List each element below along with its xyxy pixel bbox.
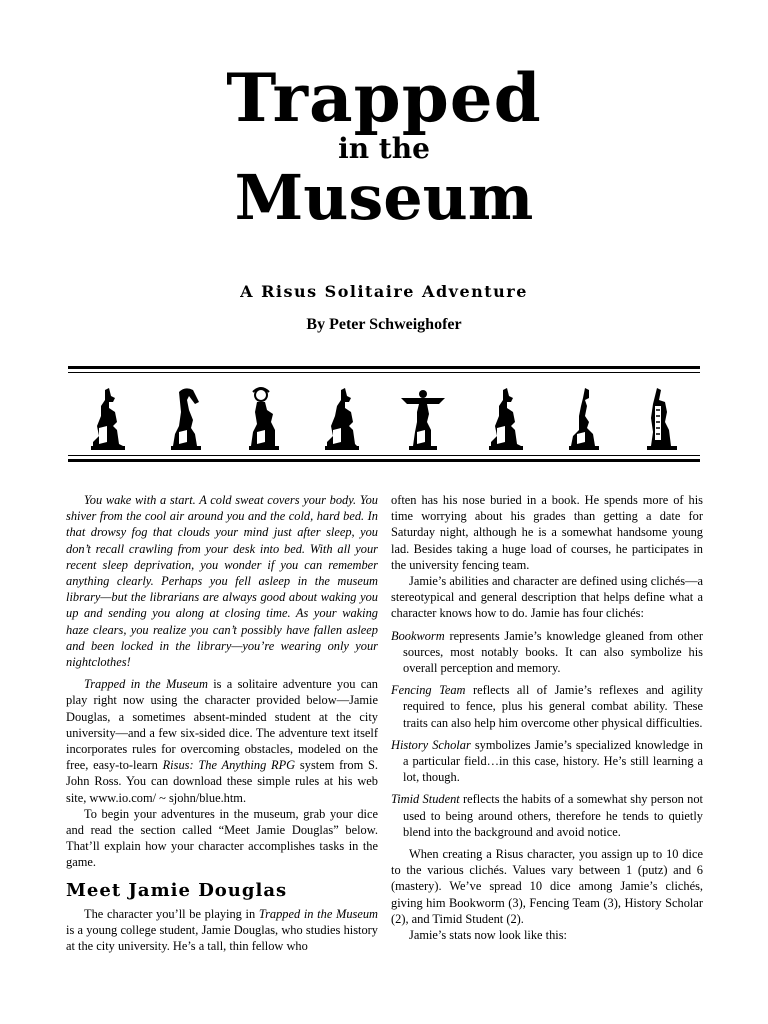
cliche-text: reflects the habits of a somewhat shy person not used to being around others, therefore he tends to quietly blend into the background and avoid notice. — [403, 792, 703, 839]
cliche-item — [391, 682, 703, 731]
title-block — [0, 59, 768, 234]
anubis-figure-icon — [87, 386, 127, 450]
left-column — [66, 492, 378, 954]
dice-paragraph: When creating a Risus character, you assign up to 10 dice to the various clichés. Values vary between 1 (putz) and 6 (mastery). We’ve spread 10 dice among Jamie’s clichés, giving him Bookworm (3), Fencing Team (3), History Scholar (2), and Timid Student (2). — [391, 847, 703, 926]
character-text-a: The character you’ll be playing in — [84, 906, 259, 921]
risus-ref: Risus: The Anything RPG — [162, 758, 296, 773]
ibis-thoth-figure-icon — [165, 386, 205, 450]
cliche-name: Fencing Team — [391, 683, 466, 698]
egyptian-frieze — [68, 366, 700, 462]
title-trapped: Trapped — [226, 59, 542, 137]
subtitle: A Risus Solitaire Adventure — [240, 282, 528, 301]
character-text-b: is a young college student, Jamie Douglas, who studies history at the city university. He’s a tall, thin fellow who — [66, 922, 378, 954]
cliche-text: represents Jamie’s knowledge gleaned from other sources, most notably books. It can also symbolize his overall perception and memory. — [403, 628, 703, 676]
section-heading: Meet Jamie Douglas — [66, 879, 288, 901]
cliches-intro-paragraph: Jamie’s abilities and character are defined using clichés—a stereotypical and general description that helps define what a character knows how to do. Jamie has four clichés: — [391, 574, 703, 621]
frieze-bottom-inner-rule — [68, 455, 700, 456]
begin-paragraph: To begin your adventures in the museum, grab your dice and read the section called “Meet Jamie Douglas” below. That’ll explain how your character accomplishes tasks in the game. — [66, 806, 378, 870]
byline: By Peter Schweighofer — [306, 316, 462, 333]
intro-paragraph: You wake with a start. A cold sweat covers your body. You shiver from the cool air around you and the cold, hard bed. In that drowsy fog that clouds your mind just after sleep, you don’t recall crawling from your desk into bed. With all your recent sleep deprivation, you wonder if you can remember anything clearly. Perhaps you fell asleep in the museum library—but the librarians are always good about waking you up and sending you along at closing time. As your waking haze clears, you realize you can’t possibly have fallen asleep and been locked in the library—you’re wearing only your nightclothes! — [66, 493, 378, 670]
anubis-figure-icon-2 — [321, 386, 361, 450]
overview-text-a: is a solitaire adventure you can play right now using the character provided below—Jamie Douglas, a sometimes absent-minded student at the city university—and a few six-sided dice. The adventure text itself incorporates rules for overcoming obstacles, modeled on the free, easy-to-learn — [66, 677, 378, 773]
cliche-name: Bookworm — [391, 628, 445, 643]
cliche-name: Timid Student — [391, 792, 460, 807]
hathor-figure-icon — [243, 386, 283, 450]
cliche-name: History Scholar — [391, 737, 471, 752]
cliche-item — [391, 628, 703, 677]
continued-paragraph: often has his nose buried in a book. He spends more of his time worrying about his grades than getting a date for Saturday night, although he is a somewhat handsome young lad. Besides taking a huge load of courses, he participates in the university fencing team. — [391, 493, 703, 572]
cliche-item — [391, 791, 703, 840]
cliche-text: symbolizes Jamie’s specialized knowledge in a particular field…in this case, history. He’s still learning a lot, though. — [403, 737, 703, 785]
overview-text-b: system from S. John Ross. You can download these simple rules at his web site, www.io.com/ ~ sjohn/blue.htm. — [66, 758, 379, 805]
anubis-figure-icon-3 — [485, 386, 525, 450]
frieze-top-inner-rule — [68, 372, 700, 373]
frieze-figures — [68, 380, 700, 450]
title-museum: Museum — [234, 161, 534, 234]
stats-intro: Jamie’s stats now look like this: — [409, 928, 567, 943]
title-ref: Trapped in the Museum — [84, 677, 208, 692]
overview-paragraph — [66, 676, 378, 806]
right-column — [391, 492, 703, 943]
title-in-the: in the — [338, 132, 430, 165]
title-ref-2: Trapped in the Museum — [258, 906, 378, 921]
winged-figure-icon — [399, 386, 447, 450]
character-paragraph — [66, 906, 378, 955]
cliche-text: reflects all of Jamie’s reflexes and agility required to fence, plus his general combat ability. These traits can also help him overcome other physical difficulties. — [403, 683, 703, 730]
frieze-bottom-rule — [68, 459, 700, 462]
seated-goddess-figure-icon — [641, 386, 681, 450]
cliche-item — [391, 737, 703, 786]
seated-figure-icon — [563, 386, 603, 450]
frieze-top-rule — [68, 366, 700, 369]
